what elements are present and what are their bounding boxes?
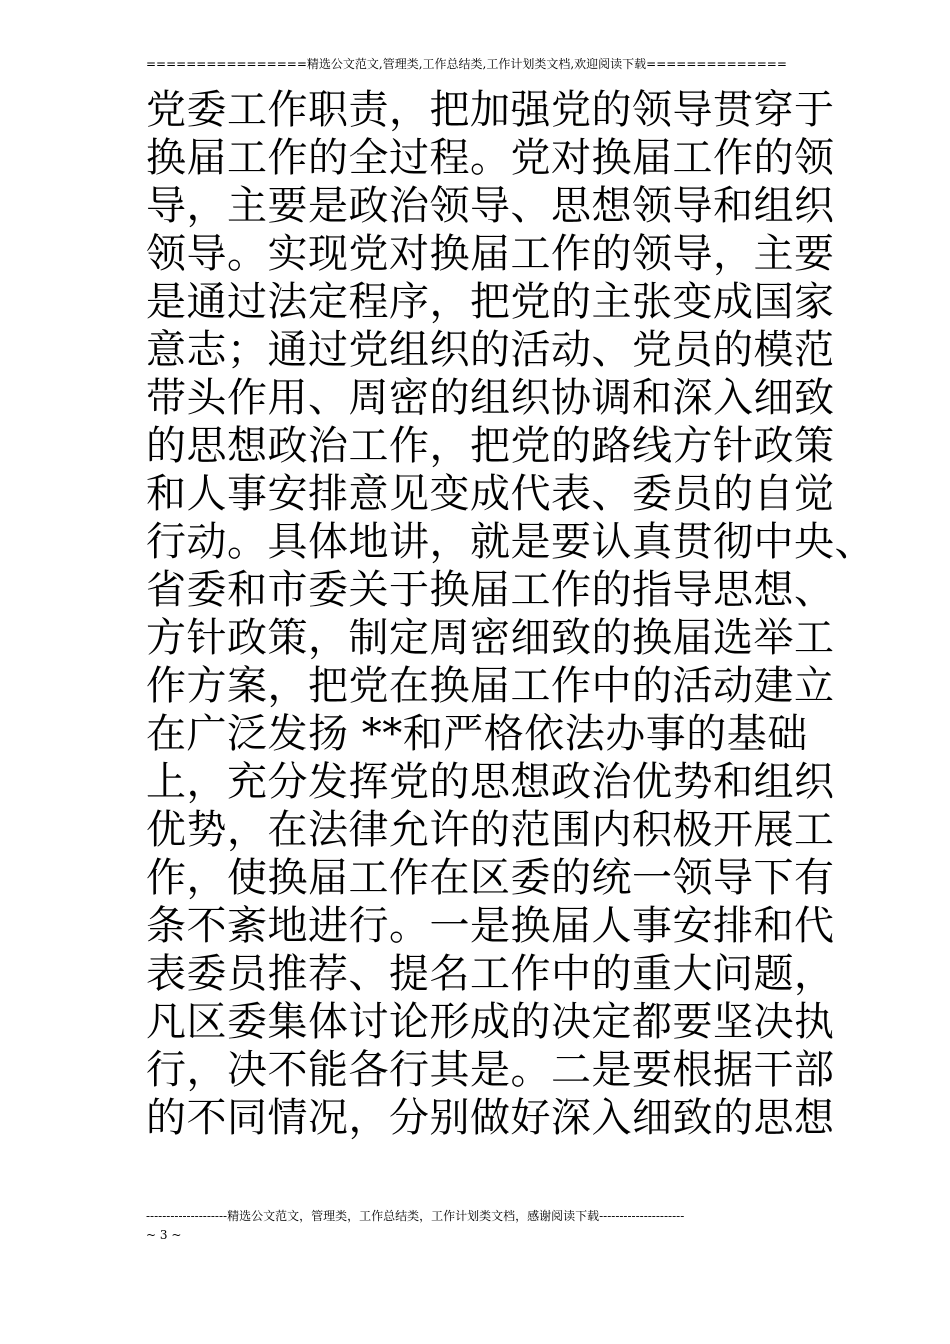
text-line: 换届工作的全过程。党对换届工作的领 [146, 135, 835, 181]
text-line: 行，决不能各行其是。二是要根据干部 [146, 1047, 835, 1093]
text-line: 上，充分发挥党的思想政治优势和组织 [146, 759, 835, 805]
text-line: 领导。实现党对换届工作的领导，主要 [146, 231, 835, 277]
text-line: 凡区委集体讨论形成的决定都要坚决执 [146, 999, 835, 1045]
text-line: 方针政策，制定周密细致的换届选举工 [146, 615, 835, 661]
text-line: 作，使换届工作在区委的统一领导下有 [146, 855, 835, 901]
text-line: 的不同情况，分别做好深入细致的思想 [146, 1095, 835, 1141]
text-line: 在广泛发扬 **和严格依法办事的基础 [146, 711, 808, 757]
text-line: 党委工作职责，把加强党的领导贯穿于 [146, 87, 835, 133]
page-footer: --------------------精选公文范文，管理类，工作总结类，工作计划类文档，感谢阅读下载--------------------- [146, 1209, 685, 1223]
text-line: 和人事安排意见变成代表、委员的自觉 [146, 471, 835, 517]
text-line: 导，主要是政治领导、思想领导和组织 [146, 183, 835, 229]
page-number: ~ 3 ~ [146, 1228, 182, 1242]
text-line: 表委员推荐、提名工作中的重大问题， [146, 951, 835, 997]
body-text [146, 86, 875, 1142]
text-line: 的思想政治工作，把党的路线方针政策 [146, 423, 835, 469]
text-line: 行动。具体地讲，就是要认真贯彻中央、 [146, 519, 875, 565]
text-line: 作方案，把党在换届工作中的活动建立 [146, 663, 835, 709]
text-line: 条不紊地进行。一是换届人事安排和代 [146, 903, 835, 949]
text-line: 意志；通过党组织的活动、党员的模范 [146, 327, 835, 373]
text-line: 带头作用、周密的组织协调和深入细致 [146, 375, 835, 421]
text-line: 省委和市委关于换届工作的指导思想、 [146, 567, 835, 613]
text-line: 优势，在法律允许的范围内积极开展工 [146, 807, 835, 853]
page-header: ================精选公文范文,管理类,工作总结类,工作计划类文档,欢迎阅读下载============== [146, 57, 787, 71]
text-line: 是通过法定程序，把党的主张变成国家 [146, 279, 835, 325]
